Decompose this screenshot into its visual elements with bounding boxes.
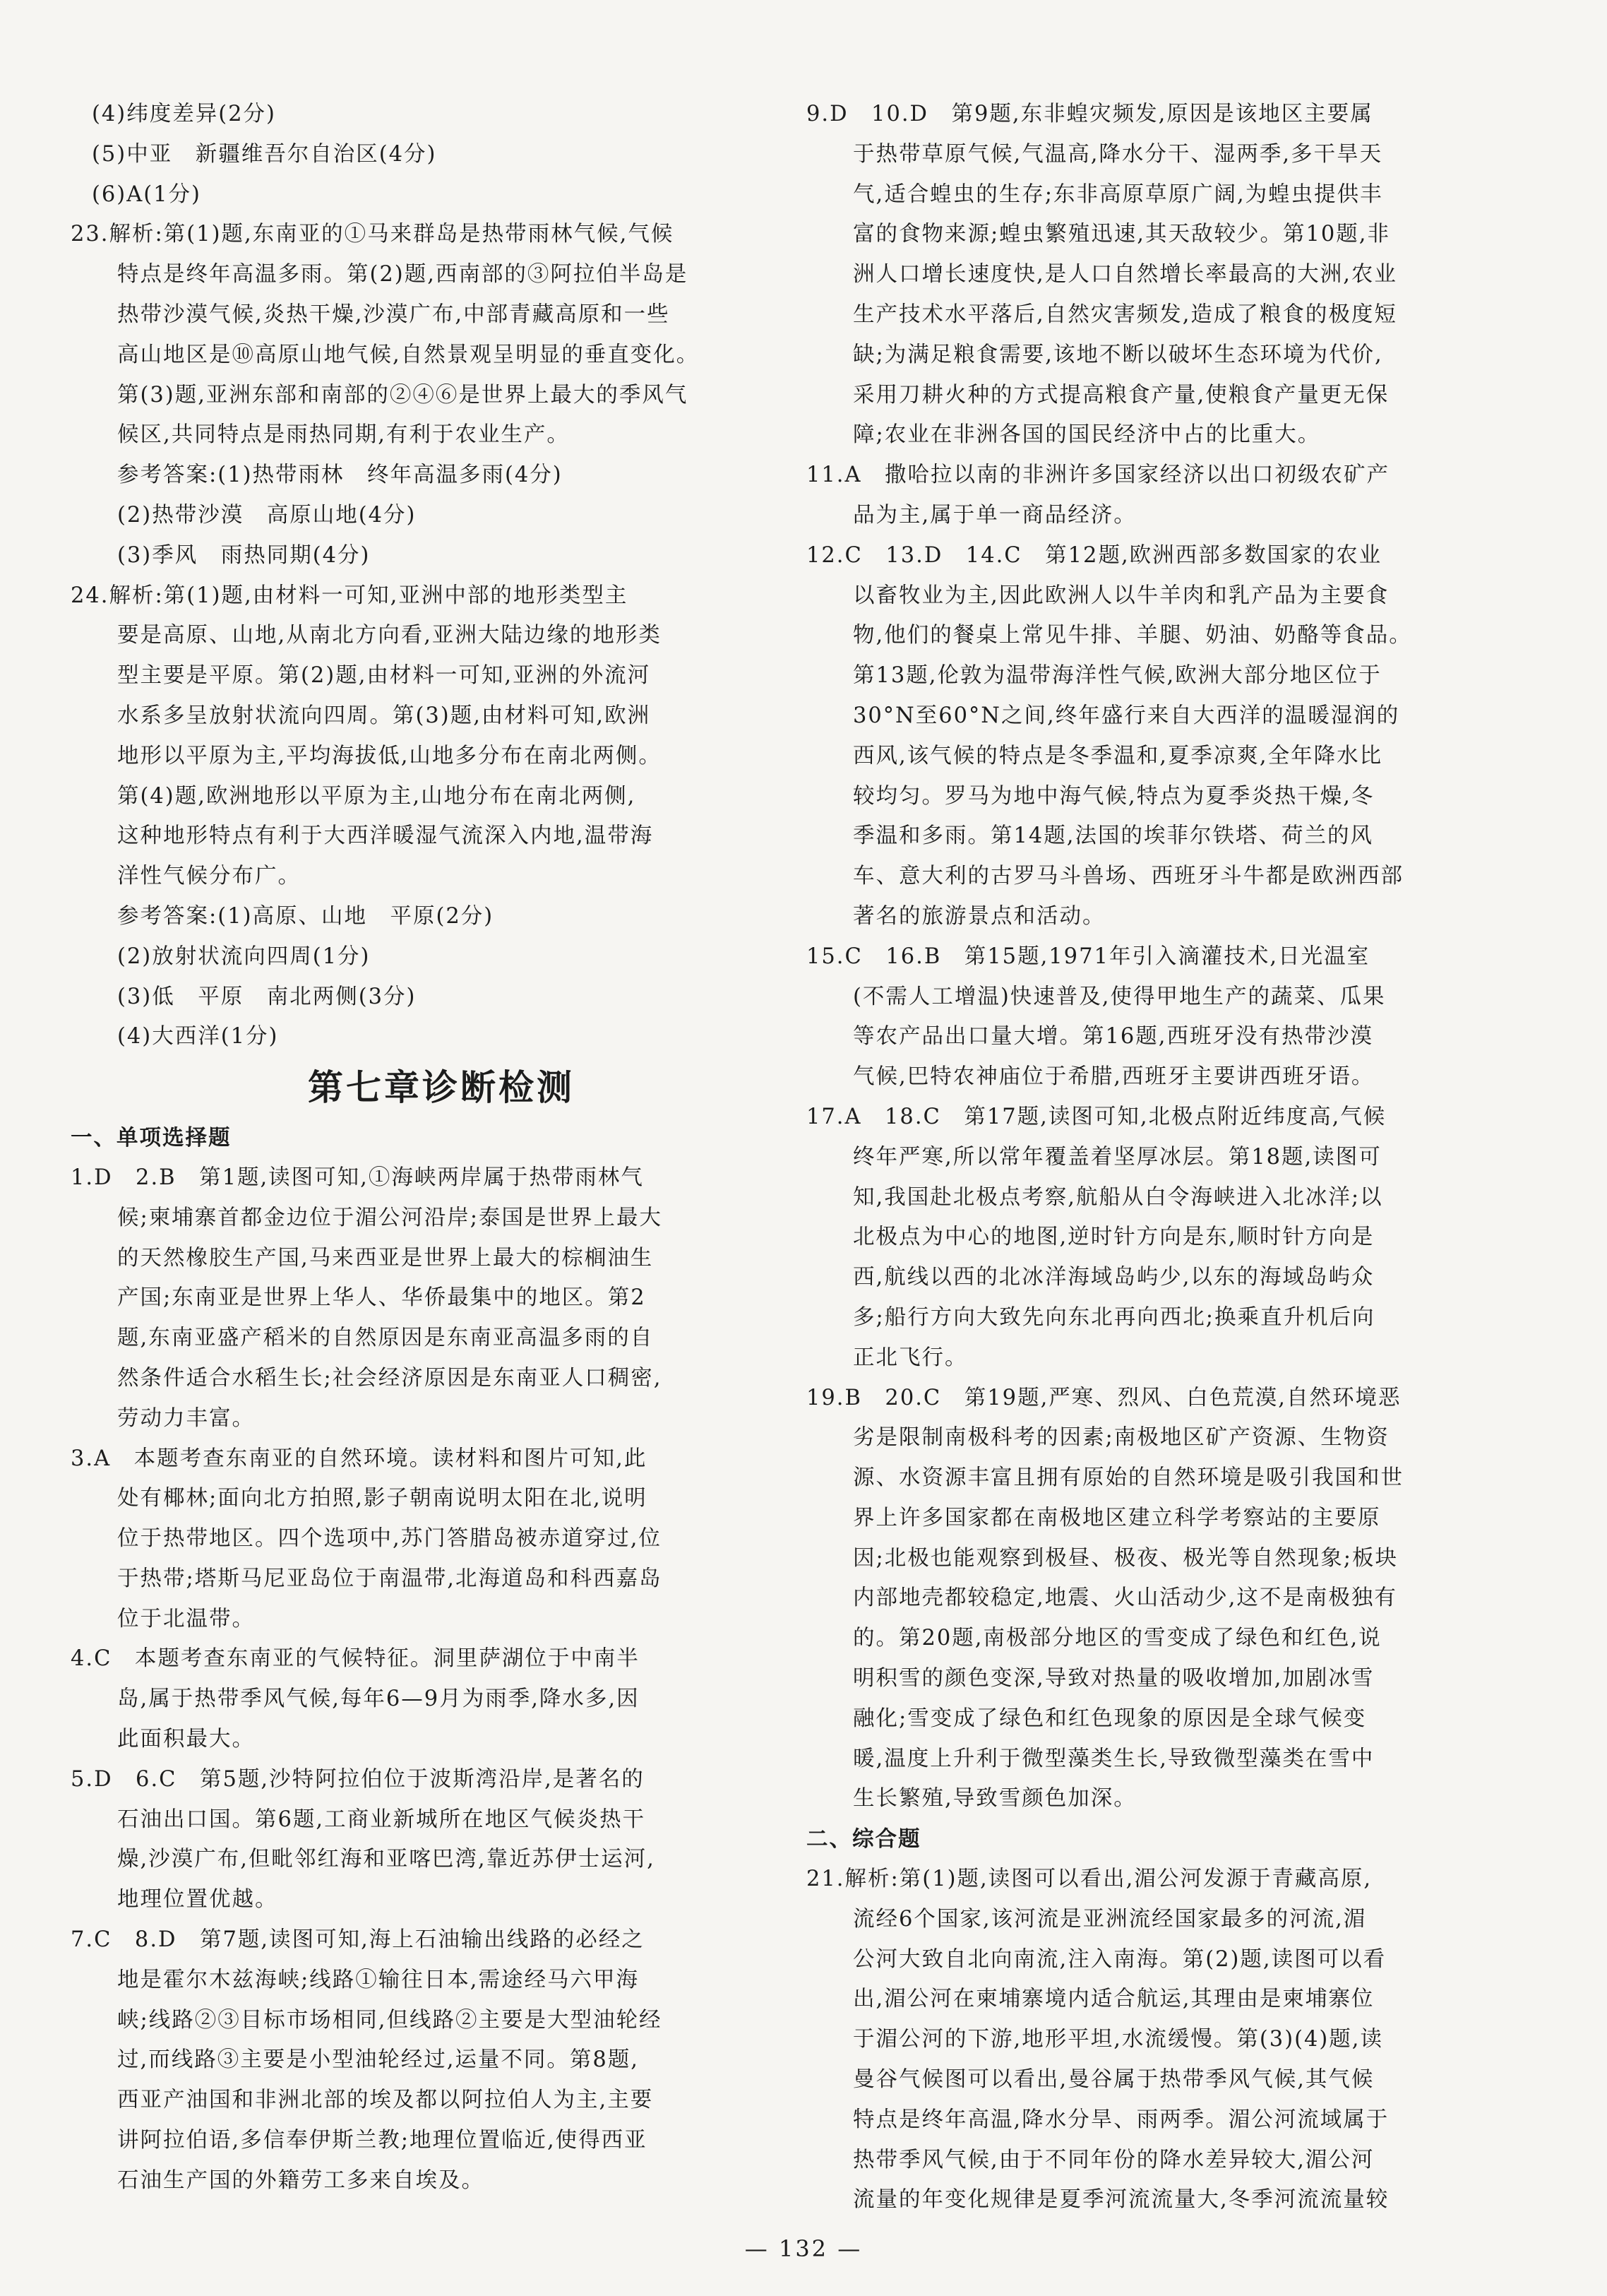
left-choice-answers <box>71 1158 784 2201</box>
text-line: 气,适合蝗虫的生存;东非高原草原广阔,为蝗虫提供丰 <box>853 182 1383 207</box>
text-line: (2)热带沙漠 高原山地(4分) <box>117 502 417 528</box>
text-line: 型主要是平原。第(2)题,由材料一可知,亚洲的外流河 <box>117 663 651 689</box>
text-line: 水系多呈放射状流向四周。第(3)题,由材料可知,欧洲 <box>117 703 651 728</box>
text-line: 缺;为满足粮食需要,该地不断以破坏生态环境为代价, <box>853 342 1383 367</box>
text-line: 二、综合题 <box>806 1826 921 1852</box>
text-line: 物,他们的餐桌上常见牛排、羊腿、奶油、奶酪等食品。 <box>853 623 1412 648</box>
text-line: 处有椰林;面向北方拍照,影子朝南说明太阳在北,说明 <box>117 1486 647 1511</box>
text-line: 出,湄公河在柬埔寨境内适合航运,其理由是柬埔寨位 <box>853 1987 1375 2012</box>
text-line: 过,而线路③主要是小型油轮经过,运量不同。第8题, <box>117 2047 639 2073</box>
text-line: 题,东南亚盛产稻米的自然原因是东南亚高温多雨的自 <box>117 1326 654 1351</box>
text-line: 4.C 本题考查东南亚的气候特征。洞里萨湖位于中南半 <box>71 1646 640 1672</box>
text-line: 品为主,属于单一商品经济。 <box>853 502 1137 528</box>
text-line: 3.A 本题考查东南亚的自然环境。读材料和图片可知,此 <box>71 1446 647 1471</box>
text-line: 以畜牧业为主,因此欧洲人以牛羊肉和乳产品为主要食 <box>853 583 1390 608</box>
text-line: 气候,巴特农神庙位于希腊,西班牙主要讲西班牙语。 <box>853 1064 1375 1090</box>
text-line: 劣是限制南极科考的因素;南极地区矿产资源、生物资 <box>853 1425 1390 1451</box>
text-line: 明积雪的颜色变深,导致对热量的吸收增加,加剧冰雪 <box>853 1666 1375 1691</box>
text-line: 季温和多雨。第14题,法国的埃菲尔铁塔、荷兰的风 <box>853 823 1374 849</box>
text-line: (4)纬度差异(2分) <box>92 102 276 126</box>
text-line: 源、水资源丰富且拥有原始的自然环境是吸引我国和世 <box>853 1465 1404 1491</box>
text-line: 12.C 13.D 14.C 第12题,欧洲西部多数国家的农业 <box>806 542 1382 568</box>
page-number: — 132 — <box>744 2235 863 2262</box>
text-line: 障;农业在非洲各国的国民经济中占的比重大。 <box>853 422 1321 448</box>
text-line: 北极点为中心的地图,逆时针方向是东,顺时针方向是 <box>853 1225 1375 1250</box>
text-line: (6)A(1分) <box>92 182 201 207</box>
text-line: 地是霍尔木兹海峡;线路①输往日本,需途经马六甲海 <box>117 1967 639 1992</box>
text-line: 于热带;塔斯马尼亚岛位于南温带,北海道岛和科西嘉岛 <box>117 1566 662 1591</box>
text-line: 然条件适合水稻生长;社会经济原因是东南亚人口稠密, <box>117 1365 662 1391</box>
text-line: 富的食物来源;蝗虫繁殖迅速,其天敌较少。第10题,非 <box>853 222 1390 247</box>
text-line: 第(4)题,欧洲地形以平原为主,山地分布在南北两侧, <box>117 783 636 809</box>
text-line: 这种地形特点有利于大西洋暖湿气流深入内地,温带海 <box>117 823 654 849</box>
text-line: 候区,共同特点是雨热同期,有利于农业生产。 <box>117 422 570 448</box>
text-line: 21.解析:第(1)题,读图可以看出,湄公河发源于青藏高原, <box>806 1867 1373 1892</box>
text-line: 第13题,伦敦为温带海洋性气候,欧洲大部分地区位于 <box>853 663 1382 689</box>
text-line: 要是高原、山地,从南北方向看,亚洲大陆边缘的地形类 <box>117 623 662 648</box>
text-line: 洋性气候分布广。 <box>117 864 301 889</box>
text-line: 高山地区是⑩高原山地气候,自然景观呈明显的垂直变化。 <box>117 342 700 367</box>
text-line: 石油出口国。第6题,工商业新城所在地区气候炎热干 <box>117 1807 646 1832</box>
right-column <box>806 95 1512 2220</box>
text-line: 车、意大利的古罗马斗兽场、西班牙斗牛都是欧洲西部 <box>853 864 1404 889</box>
text-line: 产国;东南亚是世界上华人、华侨最集中的地区。第2 <box>117 1285 646 1311</box>
text-line: 地理位置优越。 <box>117 1887 278 1913</box>
text-line: 曼谷气候图可以看出,曼谷属于热带季风气候,其气候 <box>853 2067 1375 2093</box>
text-line: 热带沙漠气候,炎热干燥,沙漠广布,中部青藏高原和一些 <box>117 302 670 327</box>
text-line: 于热带草原气候,气温高,降水分干、湿两季,多干旱天 <box>853 141 1383 167</box>
text-line: (不需人工增温)快速普及,使得甲地生产的蔬菜、瓜果 <box>853 984 1386 1009</box>
text-line: 1.D 2.B 第1题,读图可知,①海峡两岸属于热带雨林气 <box>71 1165 644 1190</box>
text-line: 暖,温度上升利于微型藻类生长,导致微型藻类在雪中 <box>853 1746 1375 1771</box>
text-line: 采用刀耕火种的方式提高粮食产量,使粮食产量更无保 <box>853 382 1390 408</box>
text-line: 7.C 8.D 第7题,读图可知,海上石油输出线路的必经之 <box>71 1927 645 1953</box>
text-line: 位于北温带。 <box>117 1606 255 1631</box>
text-line: 多;船行方向大致先向东北再向西北;换乘直升机后向 <box>853 1304 1375 1330</box>
left-column <box>71 95 784 2201</box>
text-line: 30°N至60°N之间,终年盛行来自大西洋的温暖湿润的 <box>853 703 1400 728</box>
text-line: 地形以平原为主,平均海拔低,山地多分布在南北两侧。 <box>117 743 662 768</box>
text-line: 著名的旅游景点和活动。 <box>853 903 1106 929</box>
text-line: 特点是终年高温多雨。第(2)题,西南部的③阿拉伯半岛是 <box>117 262 688 287</box>
text-line: 参考答案:(1)热带雨林 终年高温多雨(4分) <box>117 463 563 488</box>
text-line: 19.B 20.C 第19题,严寒、烈风、白色荒漠,自然环境恶 <box>806 1385 1402 1410</box>
text-line: 特点是终年高温,降水分旱、雨两季。湄公河流域属于 <box>853 2107 1390 2132</box>
text-line: (3)季风 雨热同期(4分) <box>117 542 371 568</box>
text-line: 15.C 16.B 第15题,1971年引入滴灌技术,日光温室 <box>806 944 1370 969</box>
text-line: 11.A 撒哈拉以南的非洲许多国家经济以出口初级农矿产 <box>806 463 1390 488</box>
text-line: 17.A 18.C 第17题,读图可知,北极点附近纬度高,气候 <box>806 1104 1387 1129</box>
text-line: 的天然橡胶生产国,马来西亚是世界上最大的棕榈油生 <box>117 1245 654 1271</box>
text-line: 公河大致自北向南流,注入南海。第(2)题,读图可以看 <box>853 1946 1387 1972</box>
text-line: 等农产品出口量大增。第16题,西班牙没有热带沙漠 <box>853 1024 1374 1049</box>
text-line: 参考答案:(1)高原、山地 平原(2分) <box>117 903 494 929</box>
text-line: 流量的年变化规律是夏季河流流量大,冬季河流流量较 <box>853 2187 1390 2213</box>
text-line: 23.解析:第(1)题,东南亚的①马来群岛是热带雨林气候,气候 <box>71 222 674 247</box>
text-line: (5)中亚 新疆维吾尔自治区(4分) <box>92 141 437 167</box>
text-line: 峡;线路②③目标市场相同,但线路②主要是大型油轮经 <box>117 2007 662 2033</box>
text-line: 第(3)题,亚洲东部和南部的②④⑥是世界上最大的季风气 <box>117 382 688 408</box>
text-line: 位于热带地区。四个选项中,苏门答腊岛被赤道穿过,位 <box>117 1526 662 1552</box>
text-line: 界上许多国家都在南极地区建立科学考察站的主要原 <box>853 1505 1381 1530</box>
right-answer-block <box>806 95 1512 2220</box>
text-line: 正北飞行。 <box>853 1345 968 1370</box>
text-line: 知,我国赴北极点考察,航船从白令海峡进入北冰洋;以 <box>853 1184 1383 1210</box>
text-line: 此面积最大。 <box>117 1727 255 1752</box>
text-line: 内部地壳都较稳定,地震、火山活动少,这不是南极独有 <box>853 1586 1397 1611</box>
text-line: 较均匀。罗马为地中海气候,特点为夏季炎热干燥,冬 <box>853 783 1375 809</box>
text-line: 西,航线以西的北冰洋海域岛屿少,以东的海域岛屿众 <box>853 1265 1375 1290</box>
text-line: 西风,该气候的特点是冬季温和,夏季凉爽,全年降水比 <box>853 743 1383 768</box>
text-line: 讲阿拉伯语,多信奉伊斯兰教;地理位置临近,使得西亚 <box>117 2128 647 2153</box>
text-line: 流经6个国家,该河流是亚洲流经国家最多的河流,湄 <box>853 1906 1367 1932</box>
text-line: 5.D 6.C 第5题,沙特阿拉伯位于波斯湾沿岸,是著名的 <box>71 1766 645 1792</box>
text-line: 24.解析:第(1)题,由材料一可知,亚洲中部的地形类型主 <box>71 583 628 608</box>
text-line: 洲人口增长速度快,是人口自然增长率最高的大洲,农业 <box>853 262 1397 287</box>
text-line: 候;柬埔寨首都金边位于湄公河沿岸;泰国是世界上最大 <box>117 1205 663 1230</box>
text-line: 热带季风气候,由于不同年份的降水差异较大,湄公河 <box>853 2147 1375 2172</box>
text-line: 融化;雪变成了绿色和红色现象的原因是全球气候变 <box>853 1706 1367 1731</box>
text-line: 燥,沙漠广布,但毗邻红海和亚喀巴湾,靠近苏伊士运河, <box>117 1847 655 1872</box>
text-line: 劳动力丰富。 <box>117 1405 255 1431</box>
text-line: 于湄公河的下游,地形平坦,水流缓慢。第(3)(4)题,读 <box>853 2027 1383 2052</box>
text-line: (4)大西洋(1分) <box>117 1024 279 1049</box>
left-answer-block <box>71 95 784 1057</box>
text-line: 9.D 10.D 第9题,东非蝗灾频发,原因是该地区主要属 <box>806 102 1373 126</box>
text-line: 生产技术水平落后,自然灾害频发,造成了粮食的极度短 <box>853 302 1397 327</box>
chapter-title: 第七章诊断检测 <box>308 1066 575 1109</box>
text-line: 的。第20题,南极部分地区的雪变成了绿色和红色,说 <box>853 1626 1382 1651</box>
text-line: 终年严寒,所以常年覆盖着坚厚冰层。第18题,读图可 <box>853 1144 1382 1170</box>
text-line: (3)低 平原 南北两侧(3分) <box>117 984 417 1009</box>
text-line: 生长繁殖,导致雪颜色加深。 <box>853 1786 1137 1812</box>
text-line: 岛,属于热带季风气候,每年6—9月为雨季,降水多,因 <box>117 1687 640 1712</box>
text-line: (2)放射状流向四周(1分) <box>117 944 371 969</box>
section-heading-single-choice: 一、单项选择题 <box>71 1125 232 1151</box>
text-line: 石油生产国的外籍劳工多来自埃及。 <box>117 2167 484 2193</box>
text-line: 西亚产油国和非洲北部的埃及都以阿拉伯人为主,主要 <box>117 2088 654 2113</box>
text-line: 因;北极也能观察到极昼、极夜、极光等自然现象;板块 <box>853 1545 1399 1571</box>
